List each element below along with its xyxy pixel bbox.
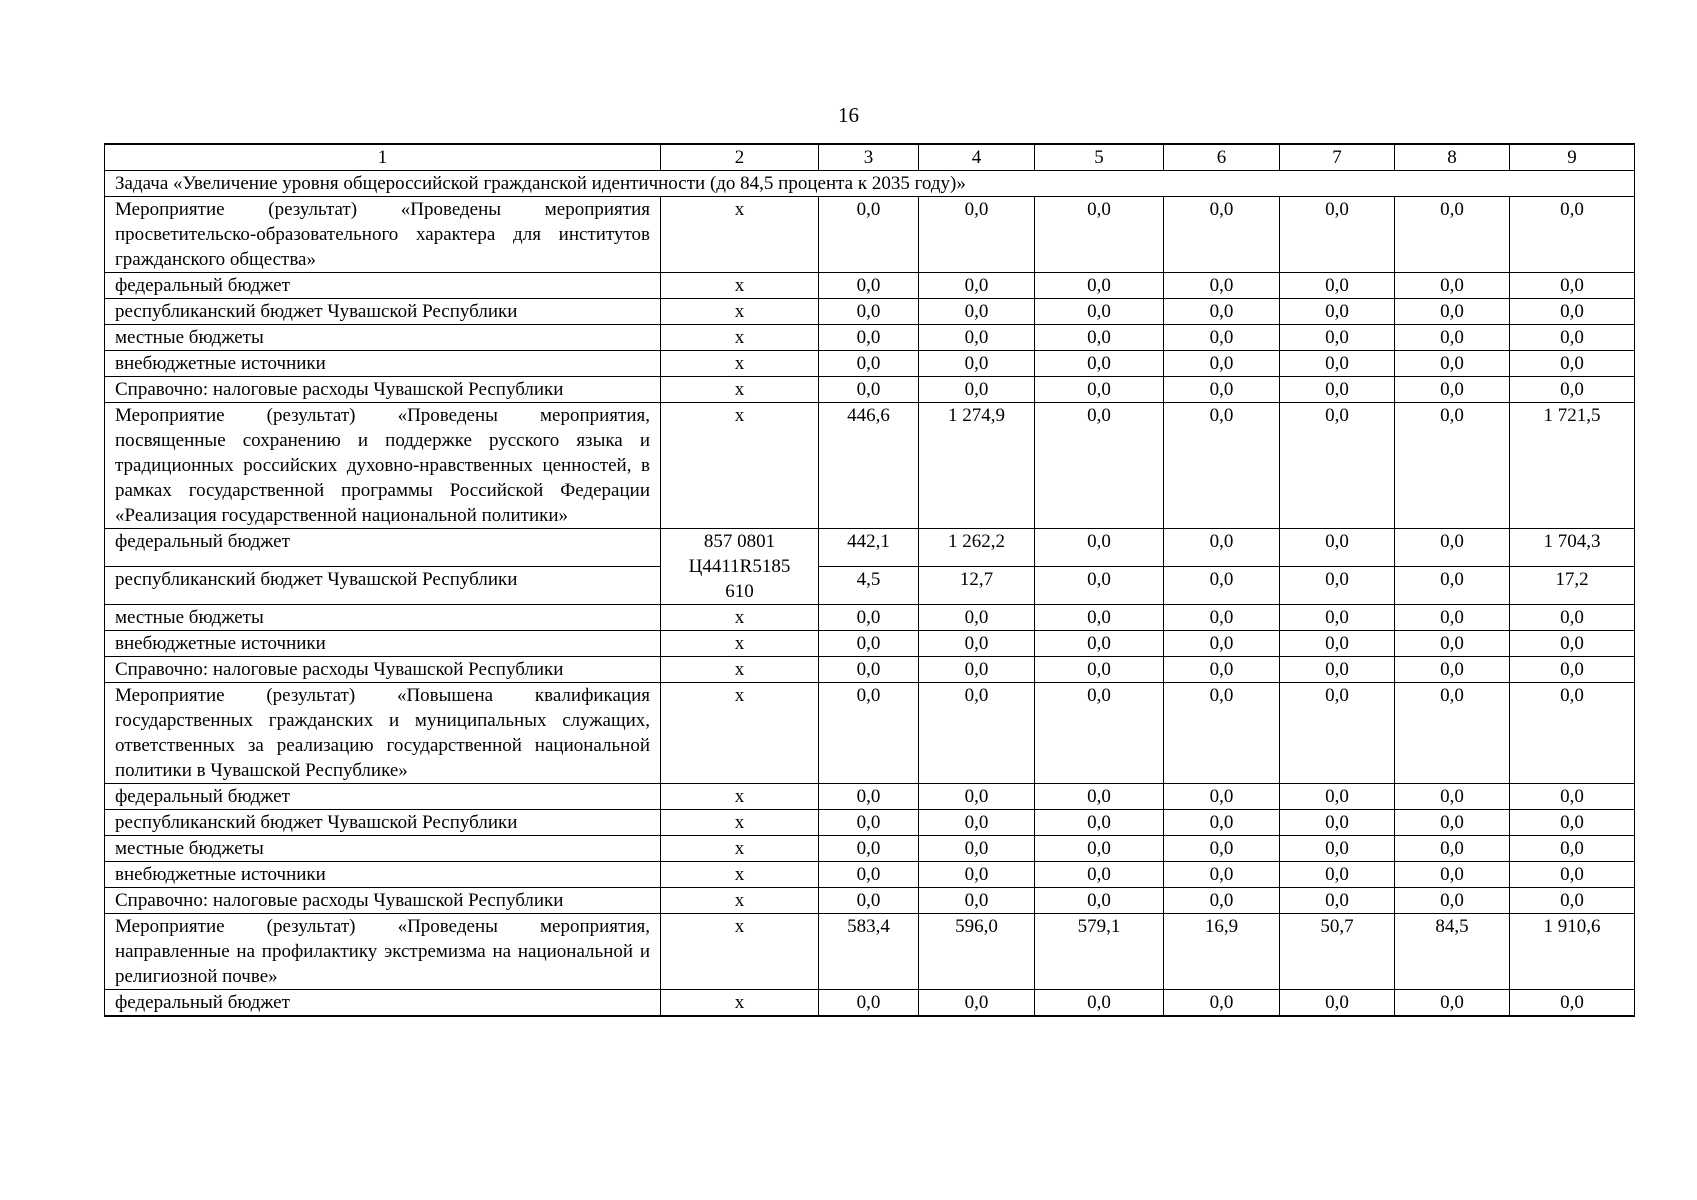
value-cell: 0,0: [1510, 862, 1635, 888]
value-cell: 596,0: [919, 914, 1035, 990]
value-cell: 0,0: [1164, 784, 1280, 810]
value-cell: 0,0: [819, 605, 919, 631]
value-cell: 0,0: [1164, 403, 1280, 529]
value-cell: 0,0: [1280, 567, 1395, 605]
value-cell: 0,0: [1280, 784, 1395, 810]
value-cell: 0,0: [1510, 197, 1635, 273]
value-cell: 442,1: [819, 529, 919, 567]
value-cell: 0,0: [1395, 888, 1510, 914]
value-cell: 0,0: [1164, 657, 1280, 683]
row-code: x: [661, 836, 819, 862]
value-cell: 0,0: [1035, 990, 1164, 1017]
value-cell: 0,0: [1035, 810, 1164, 836]
table-row: [105, 888, 1635, 914]
value-cell: 0,0: [1510, 784, 1635, 810]
value-cell: 0,0: [1510, 836, 1635, 862]
row-name: республиканский бюджет Чувашской Республики: [105, 299, 661, 325]
value-cell: 0,0: [1164, 351, 1280, 377]
table-row: [105, 784, 1635, 810]
value-cell: 0,0: [1280, 683, 1395, 784]
value-cell: 0,0: [1280, 197, 1395, 273]
column-number-row: [105, 144, 1635, 171]
page-number: 16: [838, 103, 859, 127]
value-cell: 0,0: [1395, 299, 1510, 325]
column-number: 9: [1510, 144, 1635, 171]
value-cell: 0,0: [919, 862, 1035, 888]
value-cell: 0,0: [1035, 567, 1164, 605]
value-cell: 0,0: [919, 325, 1035, 351]
table-row: [105, 197, 1635, 273]
row-code: x: [661, 914, 819, 990]
row-code: x: [661, 403, 819, 529]
value-cell: 0,0: [1164, 605, 1280, 631]
value-cell: 0,0: [919, 197, 1035, 273]
value-cell: 0,0: [1035, 784, 1164, 810]
task-title: Задача «Увеличение уровня общероссийской гражданской идентичности (до 84,5 процента к 2035 году)»: [105, 171, 1635, 197]
column-number: 8: [1395, 144, 1510, 171]
code-line: 610: [725, 581, 754, 602]
table-row: [105, 325, 1635, 351]
value-cell: 0,0: [1510, 657, 1635, 683]
value-cell: 0,0: [1395, 683, 1510, 784]
value-cell: 0,0: [819, 888, 919, 914]
value-cell: 0,0: [1164, 377, 1280, 403]
row-name: Мероприятие (результат) «Проведены мероприятия, направленные на профилактику экстремизма на национальной и религиозной почве»: [105, 914, 661, 990]
value-cell: 0,0: [919, 299, 1035, 325]
value-cell: 0,0: [819, 810, 919, 836]
value-cell: 0,0: [1280, 377, 1395, 403]
value-cell: 0,0: [1280, 605, 1395, 631]
table-row: [105, 377, 1635, 403]
row-code: x: [661, 888, 819, 914]
row-name: республиканский бюджет Чувашской Республики: [105, 567, 661, 605]
budget-classification-code: [661, 529, 819, 605]
row-name: Мероприятие (результат) «Повышена квалификация государственных гражданских и муниципальных служащих, ответственных за реализацию государственной национальной политики в Чувашской Республике»: [105, 683, 661, 784]
value-cell: 0,0: [819, 683, 919, 784]
table-row: [105, 810, 1635, 836]
value-cell: 1 274,9: [919, 403, 1035, 529]
value-cell: 0,0: [1164, 888, 1280, 914]
value-cell: 0,0: [1164, 567, 1280, 605]
code-line: 857 0801: [703, 531, 776, 552]
value-cell: 0,0: [819, 657, 919, 683]
value-cell: 50,7: [1280, 914, 1395, 990]
value-cell: 0,0: [1280, 529, 1395, 567]
row-code: x: [661, 273, 819, 299]
row-name: республиканский бюджет Чувашской Республики: [105, 810, 661, 836]
column-number: 1: [105, 144, 661, 171]
value-cell: 0,0: [1510, 683, 1635, 784]
column-number: 7: [1280, 144, 1395, 171]
value-cell: 0,0: [919, 990, 1035, 1017]
value-cell: 1 262,2: [919, 529, 1035, 567]
value-cell: 0,0: [1280, 888, 1395, 914]
value-cell: 0,0: [1280, 990, 1395, 1017]
row-name: Справочно: налоговые расходы Чувашской Республики: [105, 888, 661, 914]
value-cell: 0,0: [819, 299, 919, 325]
value-cell: 0,0: [1035, 888, 1164, 914]
value-cell: 0,0: [1510, 990, 1635, 1017]
value-cell: 0,0: [1510, 377, 1635, 403]
value-cell: 0,0: [919, 273, 1035, 299]
row-code: x: [661, 377, 819, 403]
row-name: внебюджетные источники: [105, 351, 661, 377]
value-cell: 17,2: [1510, 567, 1635, 605]
row-code: x: [661, 605, 819, 631]
value-cell: 446,6: [819, 403, 919, 529]
row-name: внебюджетные источники: [105, 631, 661, 657]
value-cell: 0,0: [1280, 631, 1395, 657]
value-cell: 0,0: [819, 351, 919, 377]
value-cell: 0,0: [1510, 351, 1635, 377]
value-cell: 1 704,3: [1510, 529, 1635, 567]
value-cell: 0,0: [1035, 273, 1164, 299]
row-name: федеральный бюджет: [105, 529, 661, 567]
value-cell: 0,0: [1510, 325, 1635, 351]
value-cell: 0,0: [1164, 273, 1280, 299]
value-cell: 0,0: [1395, 605, 1510, 631]
table-row: [105, 605, 1635, 631]
value-cell: 0,0: [1510, 810, 1635, 836]
value-cell: 0,0: [1280, 273, 1395, 299]
value-cell: 0,0: [1164, 325, 1280, 351]
row-code: x: [661, 197, 819, 273]
value-cell: 0,0: [1035, 862, 1164, 888]
row-name: Справочно: налоговые расходы Чувашской Республики: [105, 657, 661, 683]
value-cell: 1 910,6: [1510, 914, 1635, 990]
value-cell: 1 721,5: [1510, 403, 1635, 529]
row-code: x: [661, 351, 819, 377]
table-row: [105, 862, 1635, 888]
table-row: [105, 836, 1635, 862]
row-code: x: [661, 657, 819, 683]
value-cell: 0,0: [1395, 657, 1510, 683]
row-code: x: [661, 631, 819, 657]
table-row: [105, 683, 1635, 784]
table-row: [105, 273, 1635, 299]
value-cell: 0,0: [1280, 657, 1395, 683]
value-cell: 579,1: [1035, 914, 1164, 990]
value-cell: 0,0: [819, 325, 919, 351]
value-cell: 0,0: [1280, 862, 1395, 888]
value-cell: 4,5: [819, 567, 919, 605]
table-row: [105, 567, 1635, 605]
value-cell: 0,0: [819, 197, 919, 273]
column-number: 6: [1164, 144, 1280, 171]
value-cell: 0,0: [1510, 888, 1635, 914]
row-name: местные бюджеты: [105, 836, 661, 862]
row-code: x: [661, 299, 819, 325]
row-name: Справочно: налоговые расходы Чувашской Республики: [105, 377, 661, 403]
table-body: [105, 144, 1635, 1016]
value-cell: 0,0: [1035, 836, 1164, 862]
column-number: 2: [661, 144, 819, 171]
value-cell: 0,0: [1395, 403, 1510, 529]
value-cell: 0,0: [819, 862, 919, 888]
value-cell: 0,0: [1395, 631, 1510, 657]
value-cell: 0,0: [1510, 605, 1635, 631]
value-cell: 0,0: [1280, 810, 1395, 836]
value-cell: 0,0: [919, 657, 1035, 683]
value-cell: 0,0: [1035, 403, 1164, 529]
value-cell: 0,0: [1164, 990, 1280, 1017]
value-cell: 0,0: [1510, 273, 1635, 299]
value-cell: 0,0: [1395, 810, 1510, 836]
row-code: x: [661, 862, 819, 888]
value-cell: 0,0: [919, 631, 1035, 657]
row-code: x: [661, 784, 819, 810]
value-cell: 0,0: [819, 631, 919, 657]
value-cell: 0,0: [1035, 657, 1164, 683]
table-row: [105, 529, 1635, 567]
value-cell: 0,0: [1164, 810, 1280, 836]
value-cell: 0,0: [1395, 351, 1510, 377]
value-cell: 0,0: [919, 836, 1035, 862]
value-cell: 0,0: [919, 377, 1035, 403]
table-row: [105, 657, 1635, 683]
table-row: [105, 351, 1635, 377]
value-cell: 0,0: [1035, 377, 1164, 403]
value-cell: 0,0: [819, 836, 919, 862]
table-row: [105, 990, 1635, 1017]
value-cell: 0,0: [919, 683, 1035, 784]
row-name: внебюджетные источники: [105, 862, 661, 888]
value-cell: 0,0: [1035, 683, 1164, 784]
row-name: местные бюджеты: [105, 325, 661, 351]
value-cell: 0,0: [1164, 862, 1280, 888]
row-code: x: [661, 810, 819, 836]
column-number: 4: [919, 144, 1035, 171]
value-cell: 84,5: [1395, 914, 1510, 990]
row-name: местные бюджеты: [105, 605, 661, 631]
value-cell: 0,0: [1395, 567, 1510, 605]
value-cell: 0,0: [1035, 197, 1164, 273]
row-code: x: [661, 990, 819, 1017]
row-name: Мероприятие (результат) «Проведены мероприятия просветительско-образовательного характера для институтов гражданского общества»: [105, 197, 661, 273]
value-cell: 0,0: [1280, 351, 1395, 377]
value-cell: 0,0: [1164, 197, 1280, 273]
value-cell: 0,0: [919, 810, 1035, 836]
value-cell: 0,0: [819, 377, 919, 403]
row-code: x: [661, 325, 819, 351]
row-name: федеральный бюджет: [105, 273, 661, 299]
value-cell: 0,0: [1035, 325, 1164, 351]
value-cell: 0,0: [1395, 377, 1510, 403]
column-number: 5: [1035, 144, 1164, 171]
column-number: 3: [819, 144, 919, 171]
value-cell: 16,9: [1164, 914, 1280, 990]
code-line: Ц4411R5185: [688, 556, 791, 577]
value-cell: 0,0: [1164, 299, 1280, 325]
value-cell: 0,0: [1395, 990, 1510, 1017]
value-cell: 0,0: [1164, 836, 1280, 862]
value-cell: 0,0: [1395, 784, 1510, 810]
value-cell: 0,0: [1035, 605, 1164, 631]
value-cell: 0,0: [1395, 836, 1510, 862]
value-cell: 0,0: [919, 784, 1035, 810]
value-cell: 0,0: [1280, 325, 1395, 351]
value-cell: 0,0: [1280, 836, 1395, 862]
row-name: федеральный бюджет: [105, 990, 661, 1017]
row-name: Мероприятие (результат) «Проведены мероприятия, посвященные сохранению и поддержке русского языка и традиционных российских духовно-нравственных ценностей, в рамках государственной программы Российской Федерации «Реализация государственной национальной политики»: [105, 403, 661, 529]
value-cell: 583,4: [819, 914, 919, 990]
value-cell: 0,0: [1035, 631, 1164, 657]
value-cell: 0,0: [1510, 631, 1635, 657]
value-cell: 0,0: [1164, 683, 1280, 784]
value-cell: 0,0: [1395, 529, 1510, 567]
value-cell: 0,0: [1035, 351, 1164, 377]
value-cell: 0,0: [1035, 529, 1164, 567]
value-cell: 0,0: [1280, 403, 1395, 529]
value-cell: 0,0: [1164, 529, 1280, 567]
value-cell: 12,7: [919, 567, 1035, 605]
value-cell: 0,0: [1035, 299, 1164, 325]
value-cell: 0,0: [1395, 273, 1510, 299]
budget-table: [104, 143, 1635, 1017]
value-cell: 0,0: [919, 888, 1035, 914]
value-cell: 0,0: [919, 351, 1035, 377]
value-cell: 0,0: [1395, 325, 1510, 351]
value-cell: 0,0: [1395, 862, 1510, 888]
value-cell: 0,0: [919, 605, 1035, 631]
value-cell: 0,0: [1395, 197, 1510, 273]
value-cell: 0,0: [1164, 631, 1280, 657]
value-cell: 0,0: [819, 273, 919, 299]
table-row: [105, 631, 1635, 657]
value-cell: 0,0: [1510, 299, 1635, 325]
table-row: [105, 403, 1635, 529]
value-cell: 0,0: [819, 990, 919, 1017]
row-code: x: [661, 683, 819, 784]
row-name: федеральный бюджет: [105, 784, 661, 810]
table-row: [105, 299, 1635, 325]
task-row: [105, 171, 1635, 197]
value-cell: 0,0: [1280, 299, 1395, 325]
value-cell: 0,0: [819, 784, 919, 810]
table-row: [105, 914, 1635, 990]
